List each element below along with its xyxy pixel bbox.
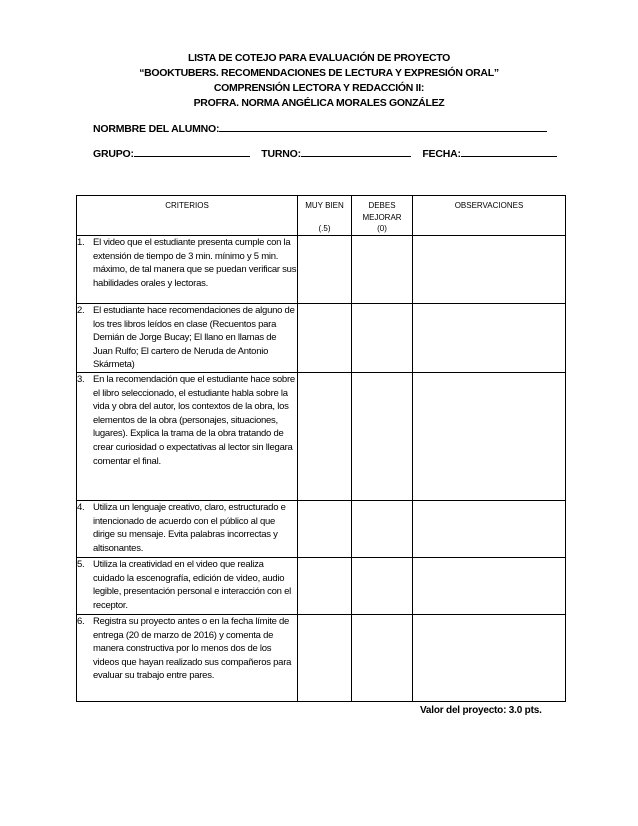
criterion-cell <box>77 372 298 500</box>
very-good-cell[interactable] <box>298 372 352 500</box>
project-total-value: Valor del proyecto: 3.0 pts. <box>420 705 542 716</box>
criterion-text: El video que el estudiante presenta cumple con la extensión de tiempo de 3 min. mínimo y 5 min. máximo, de tal manera que se puedan verificar sus habilidades orales y lectoras. <box>93 237 297 289</box>
student-name-label: NORMBRE DEL ALUMNO: <box>93 123 220 135</box>
criterion-text: El estudiante hace recomendaciones de alguno de los tres libros leídos en clase (Recuentos para Demián de Jorge Bucay; El llano en llamas de Juan Rulfo; El cartero de Neruda de Antonio Skármeta) <box>93 305 295 371</box>
must-improve-cell[interactable] <box>352 304 413 373</box>
criterion-text: Utiliza un lenguaje creativo, claro, estructurado e intencionado de acuerdo con el público al que dirige su mensaje. Evita palabras incorrectas y altisonantes. <box>93 501 286 554</box>
table-row <box>77 614 566 701</box>
header-project-name: “BOOKTUBERS. RECOMENDACIONES DE LECTURA Y EXPRESIÓN ORAL” <box>139 67 499 79</box>
very-good-cell[interactable] <box>298 557 352 614</box>
criterion-number: 6. <box>77 615 85 627</box>
table-row <box>77 500 566 557</box>
observations-cell[interactable] <box>413 557 566 614</box>
header-title: LISTA DE COTEJO PARA EVALUACIÓN DE PROYECTO <box>187 52 451 64</box>
table-row <box>77 304 566 373</box>
criterion-number: 4. <box>77 501 85 513</box>
evaluation-table <box>76 195 566 702</box>
observations-cell[interactable] <box>413 304 566 373</box>
very-good-value: (.5) <box>318 224 331 233</box>
criterion-cell <box>77 500 298 557</box>
observations-cell[interactable] <box>413 614 566 701</box>
must-improve-cell[interactable] <box>352 614 413 701</box>
table-row <box>77 236 566 304</box>
observations-cell[interactable] <box>413 500 566 557</box>
criteria-header: CRITERIOS <box>77 196 298 236</box>
observations-cell[interactable] <box>413 236 566 304</box>
shift-line[interactable] <box>301 145 411 157</box>
must-improve-cell[interactable] <box>352 500 413 557</box>
table-row <box>77 557 566 614</box>
observations-cell[interactable] <box>413 372 566 500</box>
criterion-cell <box>77 236 298 304</box>
student-name-line[interactable] <box>219 120 547 132</box>
date-label: FECHA: <box>422 148 461 160</box>
table-header-row <box>77 196 566 236</box>
criterion-number: 2. <box>77 305 85 316</box>
must-improve-cell[interactable] <box>352 557 413 614</box>
group-line[interactable] <box>134 145 250 157</box>
must-improve-cell[interactable] <box>352 236 413 304</box>
criterion-cell <box>77 614 298 701</box>
student-name-row <box>93 120 547 135</box>
group-label: GRUPO: <box>93 148 134 160</box>
criterion-cell <box>77 557 298 614</box>
criterion-text: Registra su proyecto antes o en la fecha límite de entrega (20 de marzo de 2016) y comenta de manera constructiva por lo menos dos de los videos que hayan realizado sus compañeros para evaluar su trabajo entre pares. <box>93 615 292 682</box>
criterion-number: 1. <box>77 237 85 248</box>
must-improve-header: DEBES MEJORAR (0) <box>352 196 413 236</box>
observations-header: OBSERVACIONES <box>413 196 566 236</box>
very-good-cell[interactable] <box>298 236 352 304</box>
shift-label: TURNO: <box>261 148 301 160</box>
very-good-cell[interactable] <box>298 614 352 701</box>
must-improve-value: (0) <box>377 224 387 233</box>
group-shift-date-row <box>93 145 557 160</box>
criterion-number: 3. <box>77 373 85 385</box>
very-good-cell[interactable] <box>298 500 352 557</box>
very-good-header: MUY BIEN (.5) <box>298 196 352 236</box>
date-line[interactable] <box>461 145 557 157</box>
criterion-number: 5. <box>77 558 85 570</box>
table-row <box>77 372 566 500</box>
document-header <box>0 51 638 111</box>
header-course: COMPRENSIÓN LECTORA Y REDACCIÓN II: <box>213 82 425 94</box>
criterion-text: Utiliza la creatividad en el video que realiza cuidado la escenografía, edición de video, audio legible, presentación personal e interacción con el receptor. <box>93 558 291 611</box>
header-teacher: PROFRA. NORMA ANGÉLICA MORALES GONZÁLEZ <box>193 97 445 109</box>
criterion-text: En la recomendación que el estudiante hace sobre el libro seleccionado, el estudiante habla sobre la vida y obra del autor, los contextos de la obra, los elementos de la obra (personajes, situaciones, lugares). Explica la trama de la obra tratando de crear curiosidad o expectativas al lector sin llegara comentar el final. <box>93 373 295 467</box>
very-good-cell[interactable] <box>298 304 352 373</box>
criterion-cell <box>77 304 298 373</box>
must-improve-cell[interactable] <box>352 372 413 500</box>
